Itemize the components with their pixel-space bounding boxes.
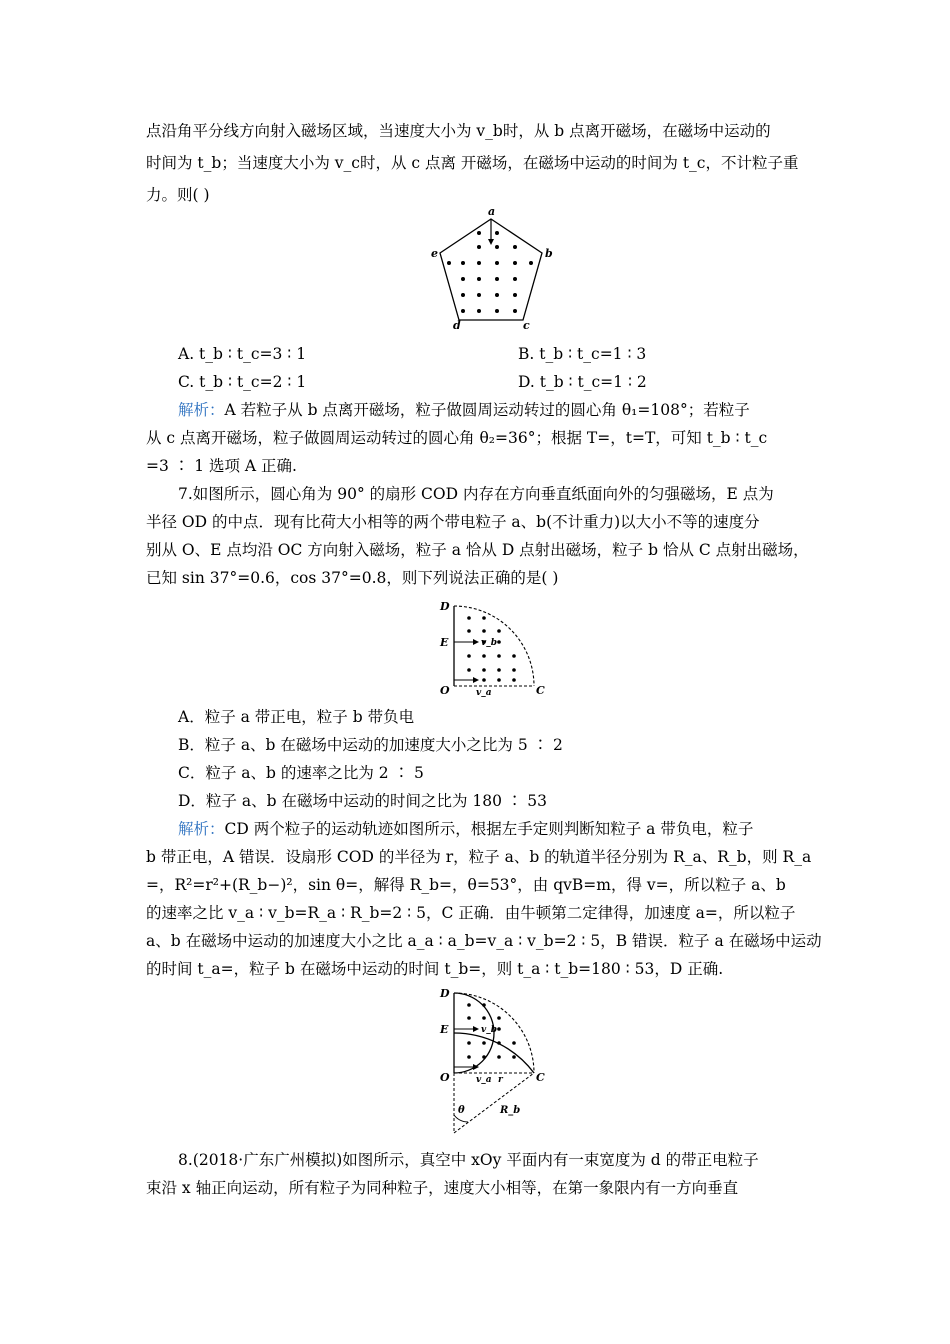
- p6-option-c: C. t_b ∶ t_c=2 ∶ 1: [178, 373, 307, 391]
- pentagon-figure: [425, 205, 555, 335]
- p7-solution-line-1: 解析：CD 两个粒子的运动轨迹如图所示，根据左手定则判断知粒子 a 带负电，粒子: [178, 820, 754, 838]
- trajectory-figure: [432, 985, 557, 1145]
- p7-line-3: 别从 O、E 点均沿 OC 方向射入磁场，粒子 a 恰从 D 点射出磁场，粒子 b 恰从 C 点射出磁场，: [146, 541, 809, 559]
- label-r: r: [498, 1075, 503, 1085]
- p6-line-1: 点沿角平分线方向射入磁场区域，当速度大小为 v_b时，从 b 点离开磁场，在磁场中运动的: [146, 122, 771, 140]
- p6-solution-line-1: 解析：A 若粒子从 b 点离开磁场，粒子做圆周运动转过的圆心角 θ₁=108°；若粒子: [178, 401, 750, 419]
- p7-option-d: D．粒子 a、b 在磁场中运动的时间之比为 180 ∶ 53: [178, 792, 548, 810]
- label-a: a: [488, 205, 496, 218]
- label-C: C: [536, 684, 545, 697]
- label-C: C: [536, 1071, 545, 1084]
- label-E: E: [440, 1023, 449, 1036]
- label-va: v_a: [476, 1075, 492, 1085]
- label-vb: v_b: [481, 1025, 498, 1035]
- p6-solution-line-3: =3 ∶ 1 选项 A 正确.: [146, 457, 297, 475]
- p7-line-2: 半径 OD 的中点．现有比荷大小相等的两个带电粒子 a、b(不计重力)以大小不等的速度分: [146, 513, 760, 531]
- p7-option-c: C．粒子 a、b 的速率之比为 2 ∶ 5: [178, 764, 424, 782]
- p7-solution-line-2: b 带正电，A 错误．设扇形 COD 的半径为 r，粒子 a、b 的轨道半径分别为 R_a、R_b，则 R_a: [146, 848, 812, 866]
- field-dots: [467, 616, 516, 682]
- sector-figure: [432, 598, 557, 700]
- p7-line-1: 7.如图所示，圆心角为 90° 的扇形 COD 内存在方向垂直纸面向外的匀强磁场，E 点为: [178, 485, 774, 503]
- p7-solution-line-4: 的速率之比 v_a ∶ v_b=R_a ∶ R_b=2 ∶ 5，C 正确．由牛顿第二定律得，加速度 a=，所以粒子: [146, 904, 796, 922]
- label-Rb: R_b: [500, 1105, 521, 1116]
- label-d: d: [453, 319, 461, 332]
- p6-solution-label: 解析：: [178, 401, 225, 419]
- p7-solution-label: 解析：: [178, 820, 225, 838]
- p6-option-a: A. t_b ∶ t_c=3 ∶ 1: [178, 345, 307, 363]
- p7-solution-line-5: a、b 在磁场中运动的加速度大小之比 a_a ∶ a_b=v_a ∶ v_b=2 ∶ 5，B 错误．粒子 a 在磁场中运动: [146, 932, 822, 950]
- p7-option-a: A．粒子 a 带正电，粒子 b 带负电: [178, 708, 415, 726]
- field-dots: [447, 231, 533, 313]
- p8-line-2: 束沿 x 轴正向运动，所有粒子为同种粒子，速度大小相等，在第一象限内有一方向垂直: [146, 1179, 739, 1197]
- p6-line-3: 力。则( ): [146, 186, 210, 204]
- label-c: c: [523, 319, 530, 332]
- label-D: D: [440, 987, 450, 1000]
- radius-line-rb: [454, 1073, 534, 1133]
- arrowhead: [488, 239, 494, 245]
- label-va: v_a: [476, 688, 492, 698]
- label-O: O: [440, 684, 450, 697]
- p7-option-b: B．粒子 a、b 在磁场中运动的加速度大小之比为 5 ∶ 2: [178, 736, 563, 754]
- label-b: b: [545, 247, 553, 260]
- label-D: D: [440, 600, 450, 613]
- p6-option-b: B. t_b ∶ t_c=1 ∶ 3: [518, 345, 647, 363]
- p7-line-4: 已知 sin 37°=0.6，cos 37°=0.8，则下列说法正确的是( ): [146, 569, 559, 587]
- p6-line-2: 时间为 t_b；当速度大小为 v_c时，从 c 点离 开磁场，在磁场中运动的时间为 t_c，不计粒子重: [146, 154, 799, 172]
- label-vb: v_b: [481, 638, 498, 648]
- label-e: e: [431, 247, 438, 260]
- label-O: O: [440, 1071, 450, 1084]
- theta-arc: [454, 1115, 468, 1122]
- label-E: E: [440, 636, 449, 649]
- p6-solution-line-2: 从 c 点离开磁场，粒子做圆周运动转过的圆心角 θ₂=36°；根据 T=，t=T，可知 t_b ∶ t_c: [146, 429, 768, 447]
- p7-solution-line-6: 的时间 t_a=，粒子 b 在磁场中运动的时间 t_b=，则 t_a ∶ t_b=180 ∶ 53，D 正确.: [146, 960, 724, 978]
- p8-line-1: 8.(2018·广东广州模拟)如图所示，真空中 xOy 平面内有一束宽度为 d 的带正电粒子: [178, 1151, 759, 1169]
- label-theta: θ: [458, 1105, 465, 1116]
- p6-option-d: D. t_b ∶ t_c=1 ∶ 2: [518, 373, 647, 391]
- p7-solution-line-3: =，R²=r²+(R_b−)²，sin θ=，解得 R_b=，θ=53°，由 qvB=m，得 v=，所以粒子 a、b: [146, 876, 786, 894]
